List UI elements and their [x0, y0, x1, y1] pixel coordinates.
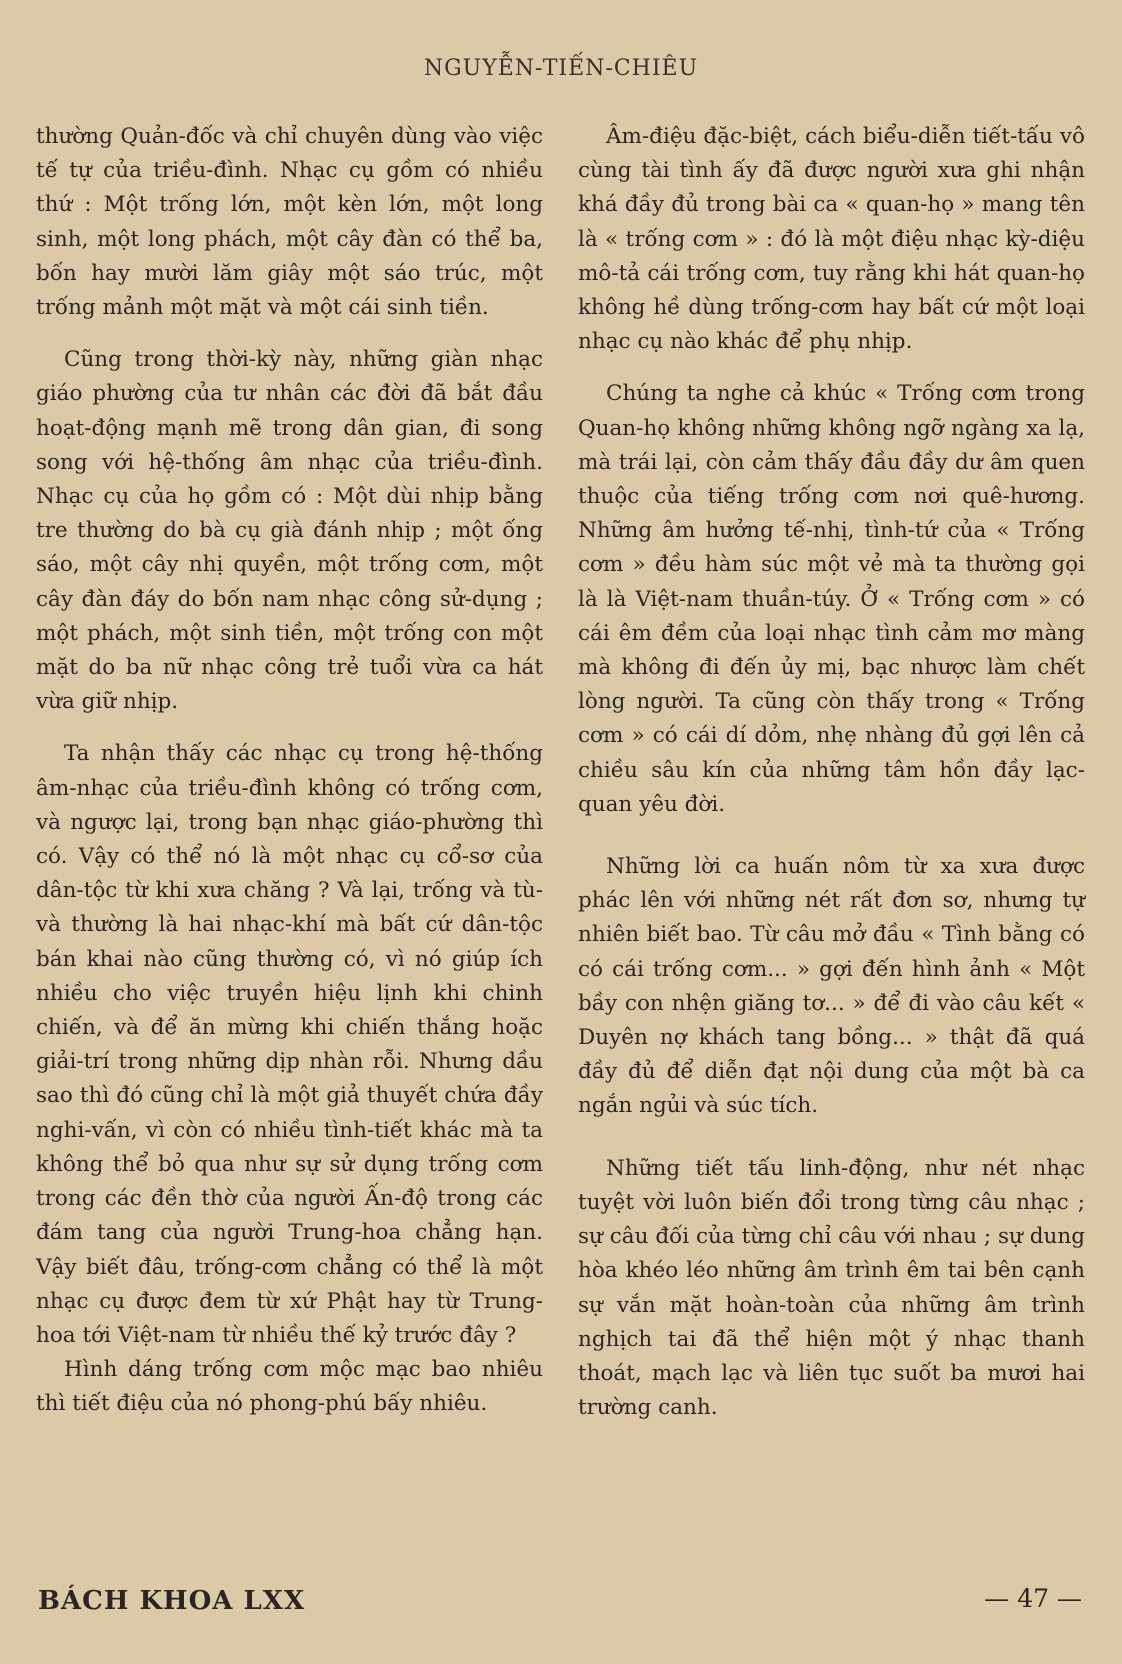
right-paragraph-3: Những lời ca huấn nôm từ xa xưa được phác lên với những nét rất đơn sơ, nhưng tự nhiên biết bao. Từ câu mở đầu « Tình bằng có có cái trống cơm... » gợi đến hình ảnh « Một bầy con nhện giăng tơ... » để đi vào câu kết « Duyên nợ khách tang bồng... » thật đã quá đầy đủ để diễn đạt nội dung của một bà ca ngắn ngủi và súc tích.: [578, 854, 1085, 1119]
left-paragraph-3: Ta nhận thấy các nhạc cụ trong hệ-thống âm-nhạc của triều-đình không có trống cơm, và ngược lại, trong bạn nhạc giáo-phường thì có. Vậy có thể nó là một nhạc cụ cổ-sơ của dân-tộc từ khi xưa chăng ? Và lại, trống và tù-và thường là hai nhạc-khí mà bất cứ dân-tộc bán khai nào cũng thường có, vì nó giúp ích nhiều cho việc truyền hiệu lịnh khi chinh chiến, và để ăn mừng khi chiến thắng hoặc giải-trí trong những dịp nhàn rỗi. Nhưng dầu sao thì đó cũng chỉ là một giả thuyết chứa đầy nghi-vấn, vì còn có nhiều tình-tiết khác mà ta không thể bỏ qua như sự sử dụng trống cơm trong các đền thờ của người Ấn-độ trong các đám tang của người Trung-hoa chẳng hạn. Vậy biết đâu, trống-cơm chẳng có thể là một nhạc cụ được đem từ xứ Phật hay từ Trung-hoa tới Việt-nam từ nhiều thế kỷ trước đây ?: [36, 741, 543, 1348]
right-paragraph-2: Chúng ta nghe cả khúc « Trống cơm trong Quan-họ không những không ngỡ ngàng xa lạ, mà trái lại, còn cảm thấy đầu đầy dư âm quen thuộc của tiếng trống cơm nơi quê-hương. Những âm hưởng tế-nhị, tình-tứ của « Trống cơm » đều hàm súc một vẻ mà ta thường gọi là là Việt-nam thuần-túy. Ở « Trống cơm » có cái êm đềm của loại nhạc tình cảm mơ màng mà không đi đến ủy mị, bạc nhược làm chết lòng người. Ta cũng còn thấy trong « Trống cơm » có cái dí dỏm, nhẹ nhàng đủ gợi lên cả chiều sâu kín của những tâm hồn đầy lạc-quan yêu đời.: [578, 381, 1085, 817]
left-column: [36, 120, 543, 1422]
left-paragraph-4: Hình dáng trống cơm mộc mạc bao nhiêu thì tiết điệu của nó phong-phú bấy nhiêu.: [36, 1357, 543, 1417]
magazine-title: BÁCH KHOA LXX: [38, 1586, 306, 1616]
right-paragraph-1: Âm-điệu đặc-biệt, cách biểu-diễn tiết-tấu vô cùng tài tình ấy đã được người xưa ghi nhận khá đầy đủ trong bài ca « quan-họ » mang tên là « trống cơm » : đó là một điệu nhạc kỳ-diệu mô-tả cái trống cơm, tuy rằng khi hát quan-họ không hề dùng trống-cơm hay bất cứ một loại nhạc cụ nào khác để phụ nhịp.: [578, 124, 1085, 355]
left-paragraph-2: Cũng trong thời-kỳ này, những giàn nhạc giáo phường của tư nhân các đời đã bắt đầu hoạt-động mạnh mẽ trong dân gian, đi song song với hệ-thống âm nhạc của triều-đình. Nhạc cụ của họ gồm có : Một dùi nhịp bằng tre thường do bà cụ già đánh nhịp ; một ống sáo, một cây nhị quyền, một trống cơm, một cây đàn đáy do bốn nam nhạc công sử-dụng ; một phách, một sinh tiền, một trống con một mặt do ba nữ nhạc công trẻ tuổi vừa ca hát vừa giữ nhịp.: [36, 347, 543, 715]
right-paragraph-4: Những tiết tấu linh-động, như nét nhạc tuyệt vời luôn biến đổi trong từng câu nhạc ; sự câu đối của từng chỉ câu với nhau ; sự dung hòa khéo léo những âm trình êm tai bên cạnh sự vắn mặt hoàn-toàn của những âm trình nghịch tai đã thể hiện một ý nhạc thanh thoát, mạch lạc và liên tục suốt ba mươi hai trường canh.: [578, 1155, 1085, 1421]
page-number: — 47 —: [984, 1584, 1082, 1613]
left-paragraph-1: thường Quản-đốc và chỉ chuyên dùng vào việc tế tự của triều-đình. Nhạc cụ gồm có nhiều thứ : Một trống lớn, một kèn lớn, một long sinh, một long phách, một cây đàn có thể ba, bốn hay mười lăm giây một sáo trúc, một trống mảnh một mặt và một cái sinh tiền.: [36, 124, 543, 321]
right-column: [578, 120, 1085, 1425]
running-header: NGUYỄN-TIẾN-CHIÊU: [423, 56, 699, 81]
